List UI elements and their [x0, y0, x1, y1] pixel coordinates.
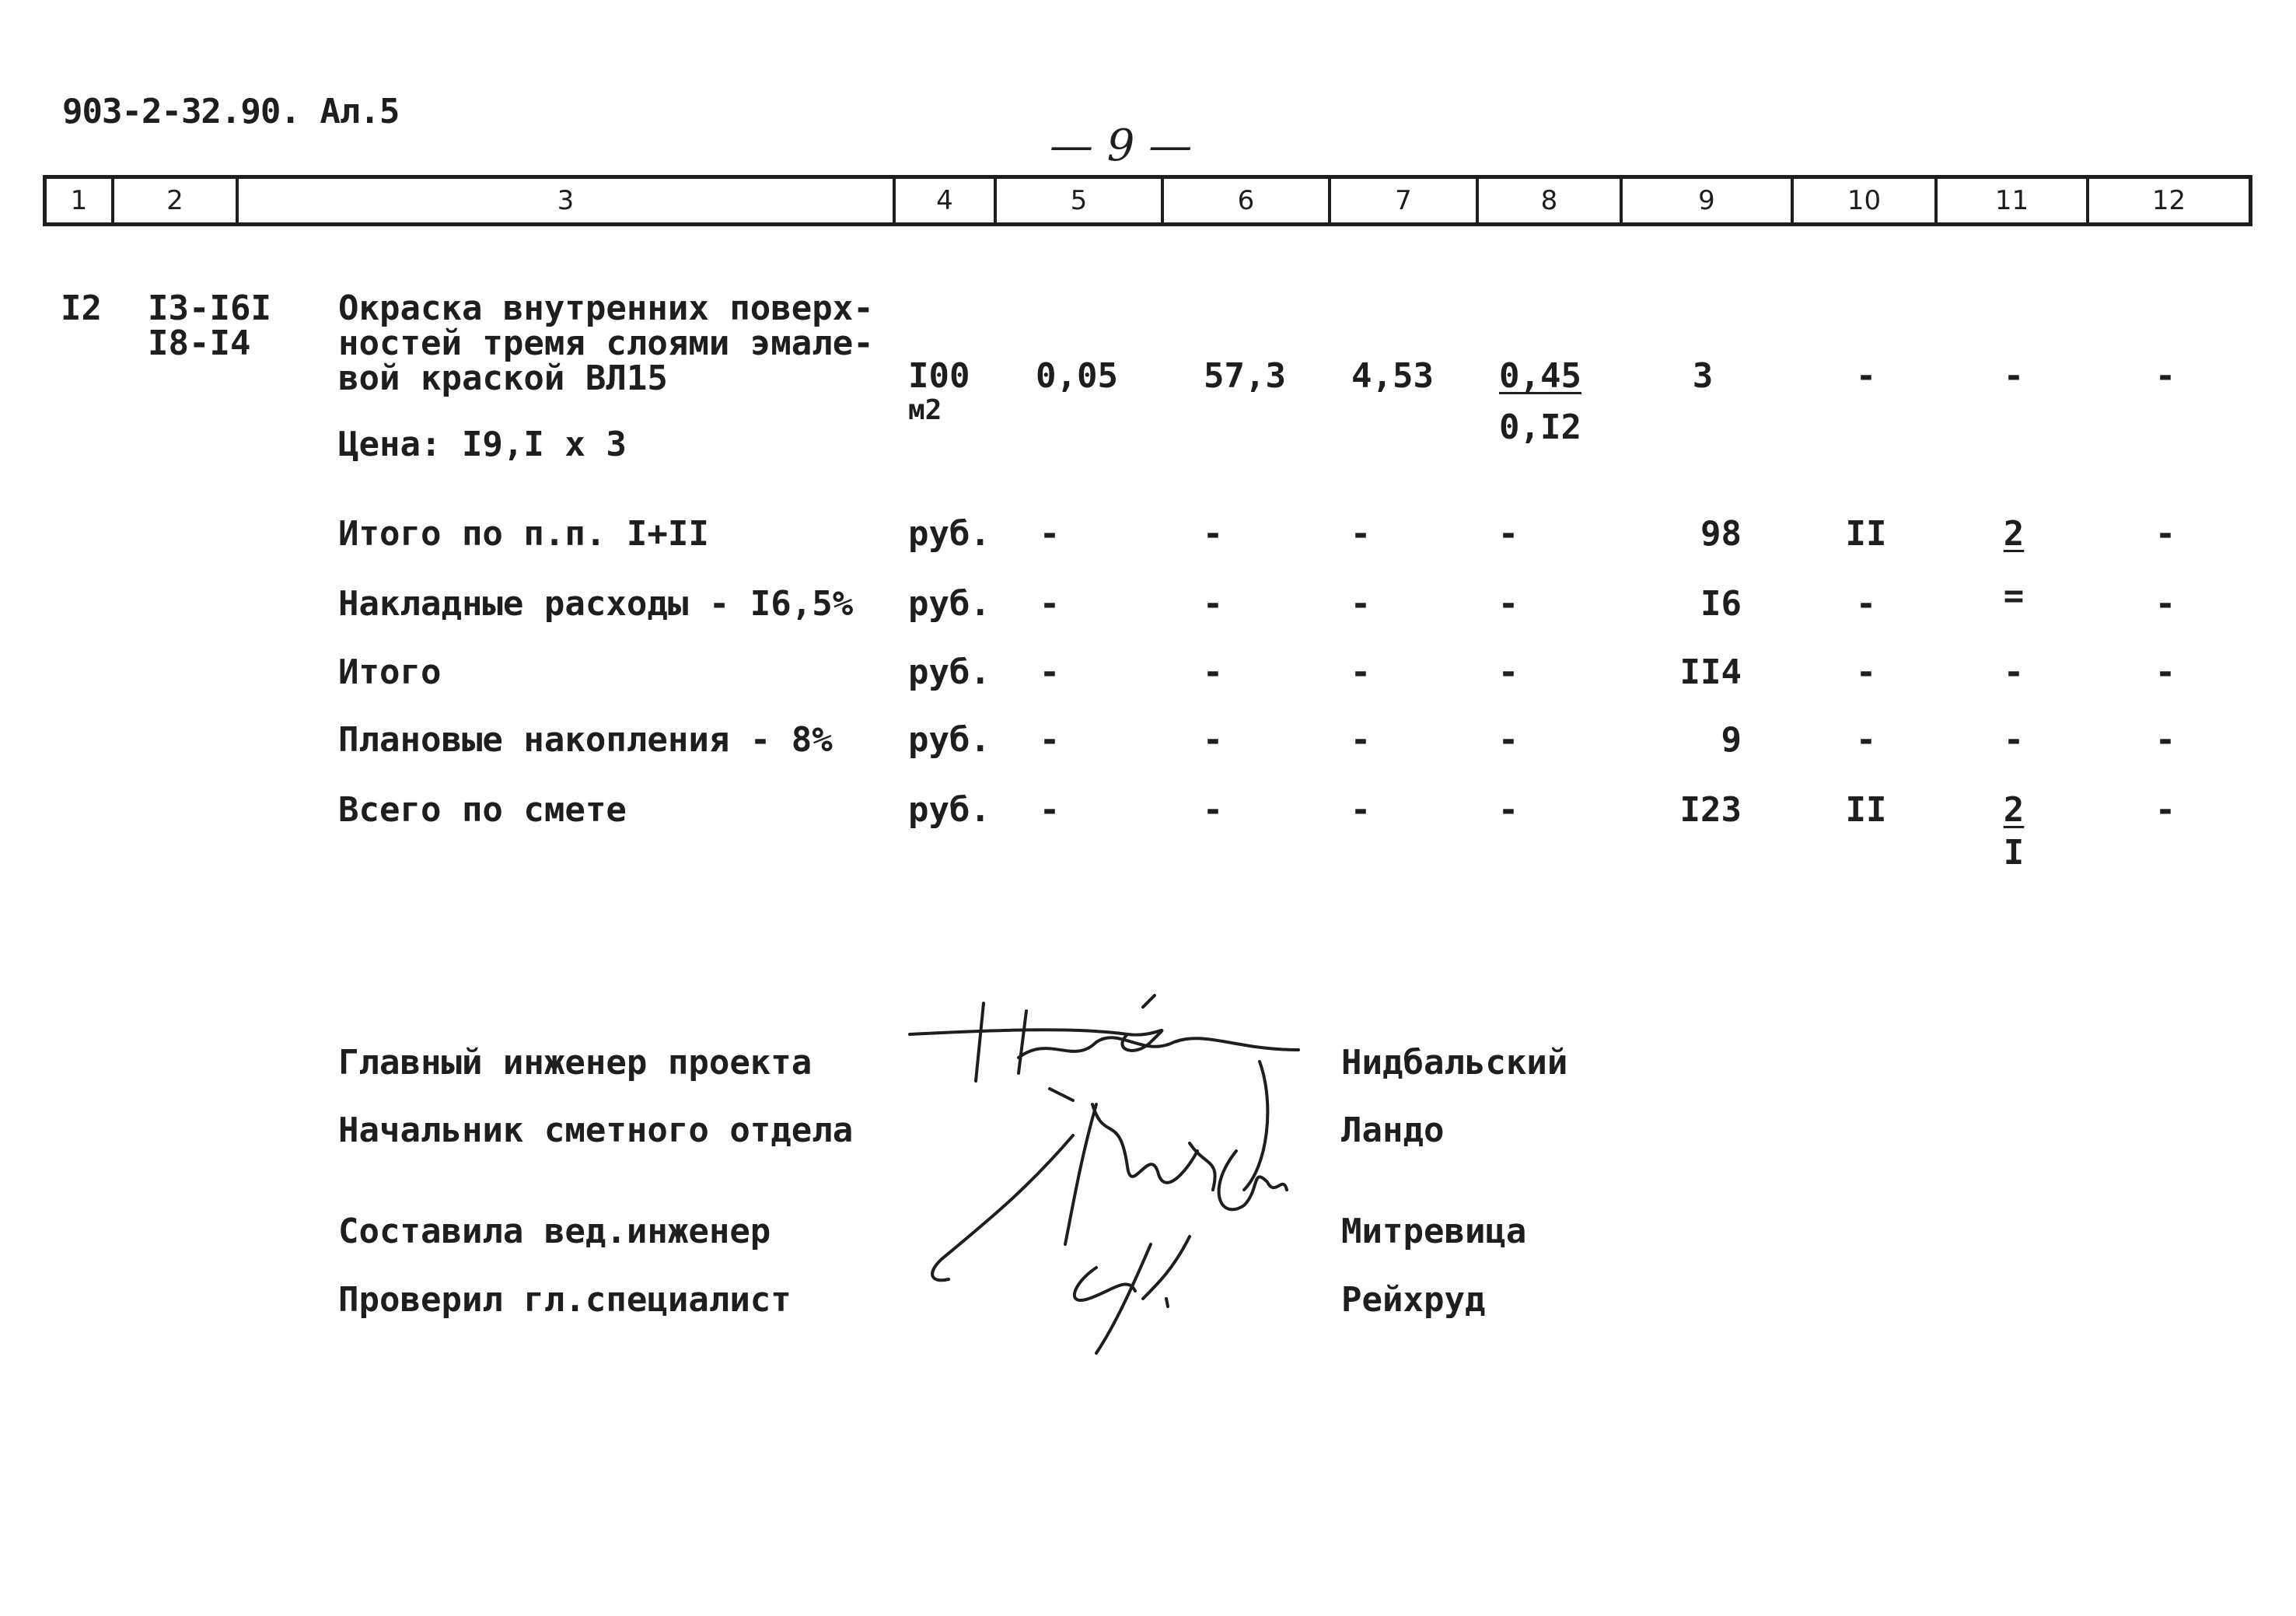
column-header-2: 2 — [114, 179, 239, 222]
row-col8: - — [1497, 584, 1519, 624]
row-unit: руб. — [908, 584, 991, 624]
signature-mark-3 — [1075, 1151, 1287, 1353]
document-code: 903-2-32.90. Ал.5 — [62, 92, 400, 131]
row-col11: - — [2003, 720, 2025, 760]
item-price-note: Цена: I9,I x 3 — [338, 425, 627, 464]
column-header-10: 10 — [1794, 179, 1938, 222]
item-number: I2 — [61, 289, 102, 328]
item-desc-line2: ностей тремя слоями эмале- — [338, 324, 874, 363]
row-col6: - — [1202, 652, 1224, 692]
signature-title: Проверил гл.специалист — [338, 1280, 792, 1320]
row-label: Плановые накопления - 8% — [338, 720, 833, 760]
row-col9: I23 — [1679, 790, 1742, 830]
row-col7: - — [1350, 720, 1372, 760]
column-header-7: 7 — [1331, 179, 1479, 222]
item-col10: - — [1855, 356, 1877, 396]
row-col6: - — [1202, 790, 1224, 830]
column-header-5: 5 — [997, 179, 1164, 222]
row-col11: - — [2003, 652, 2025, 692]
item-unit-line2: м2 — [908, 394, 942, 426]
column-header-11: 11 — [1938, 179, 2089, 222]
row-col8: - — [1497, 720, 1519, 760]
item-desc-line3: вой краской ВЛ15 — [338, 359, 668, 398]
signature-mark-2 — [932, 1062, 1267, 1280]
row-label: Итого — [338, 652, 442, 692]
column-header-3: 3 — [239, 179, 896, 222]
row-col11-lower: I — [2003, 833, 2025, 873]
row-col6: - — [1202, 584, 1224, 624]
row-unit: руб. — [908, 652, 991, 692]
row-col6: - — [1202, 720, 1224, 760]
item-col11: - — [2003, 356, 2025, 396]
row-col8: - — [1497, 514, 1519, 554]
item-col12: - — [2154, 356, 2176, 396]
row-col8: - — [1497, 652, 1519, 692]
row-col11: 2 — [2003, 790, 2025, 830]
column-header-bar — [43, 175, 2252, 226]
row-label: Итого по п.п. I+II — [338, 514, 709, 554]
item-unit-line1: I00 — [908, 356, 970, 396]
row-col5: - — [1039, 514, 1061, 554]
row-col12: - — [2154, 720, 2176, 760]
item-code-line1: I3-I6I — [148, 289, 271, 328]
row-col9: II4 — [1679, 652, 1742, 692]
signature-name: Ландо — [1341, 1111, 1445, 1150]
item-desc-line1: Окраска внутренних поверх- — [338, 289, 874, 328]
row-col11: 2 — [2003, 514, 2025, 554]
row-col10: - — [1855, 652, 1877, 692]
row-col12: - — [2154, 514, 2176, 554]
signature-name: Рейхруд — [1341, 1280, 1486, 1320]
row-col5: - — [1039, 790, 1061, 830]
item-col7: 4,53 — [1351, 356, 1434, 396]
row-col5: - — [1039, 584, 1061, 624]
row-col9: 9 — [1721, 720, 1742, 760]
column-header-9: 9 — [1623, 179, 1794, 222]
column-header-1: 1 — [47, 179, 114, 222]
column-header-12: 12 — [2151, 185, 2186, 216]
signature-title: Главный инженер проекта — [338, 1043, 813, 1083]
signature-name: Митревица — [1341, 1212, 1527, 1251]
row-label: Всего по смете — [338, 790, 627, 830]
row-col11: = — [2003, 576, 2025, 616]
signature-mark-1 — [910, 995, 1298, 1100]
row-col7: - — [1350, 514, 1372, 554]
row-col5: - — [1039, 720, 1061, 760]
row-unit: руб. — [908, 790, 991, 830]
row-col5: - — [1039, 652, 1061, 692]
item-col5: 0,05 — [1036, 356, 1118, 396]
column-header-6: 6 — [1164, 179, 1331, 222]
row-col12: - — [2154, 652, 2176, 692]
item-col6: 57,3 — [1204, 356, 1286, 396]
page-number: — 9 — — [1050, 121, 1193, 171]
row-col7: - — [1350, 584, 1372, 624]
row-col10: II — [1845, 790, 1887, 830]
row-unit: руб. — [908, 720, 991, 760]
row-col6: - — [1202, 514, 1224, 554]
column-header-8: 8 — [1479, 179, 1623, 222]
row-col9: 98 — [1700, 514, 1742, 554]
row-col12: - — [2154, 584, 2176, 624]
handwritten-signatures — [894, 988, 1330, 1376]
row-col7: - — [1350, 790, 1372, 830]
row-col10: II — [1845, 514, 1887, 554]
row-label: Накладные расходы - I6,5% — [338, 584, 854, 624]
signature-name: Нидбальский — [1341, 1043, 1568, 1083]
row-col7: - — [1350, 652, 1372, 692]
item-col8-top: 0,45 — [1499, 356, 1581, 396]
column-header-4: 4 — [896, 179, 997, 222]
item-col9: 3 — [1692, 356, 1714, 396]
item-code-line2: I8-I4 — [148, 324, 251, 363]
row-col9: I6 — [1700, 584, 1742, 624]
signature-title: Начальник сметного отдела — [338, 1111, 854, 1150]
row-col10: - — [1855, 584, 1877, 624]
row-col8: - — [1497, 790, 1519, 830]
signature-title: Составила вед.инженер — [338, 1212, 771, 1251]
item-col8-bottom: 0,I2 — [1499, 407, 1581, 447]
row-col10: - — [1855, 720, 1877, 760]
row-col12: - — [2154, 790, 2176, 830]
row-unit: руб. — [908, 514, 991, 554]
